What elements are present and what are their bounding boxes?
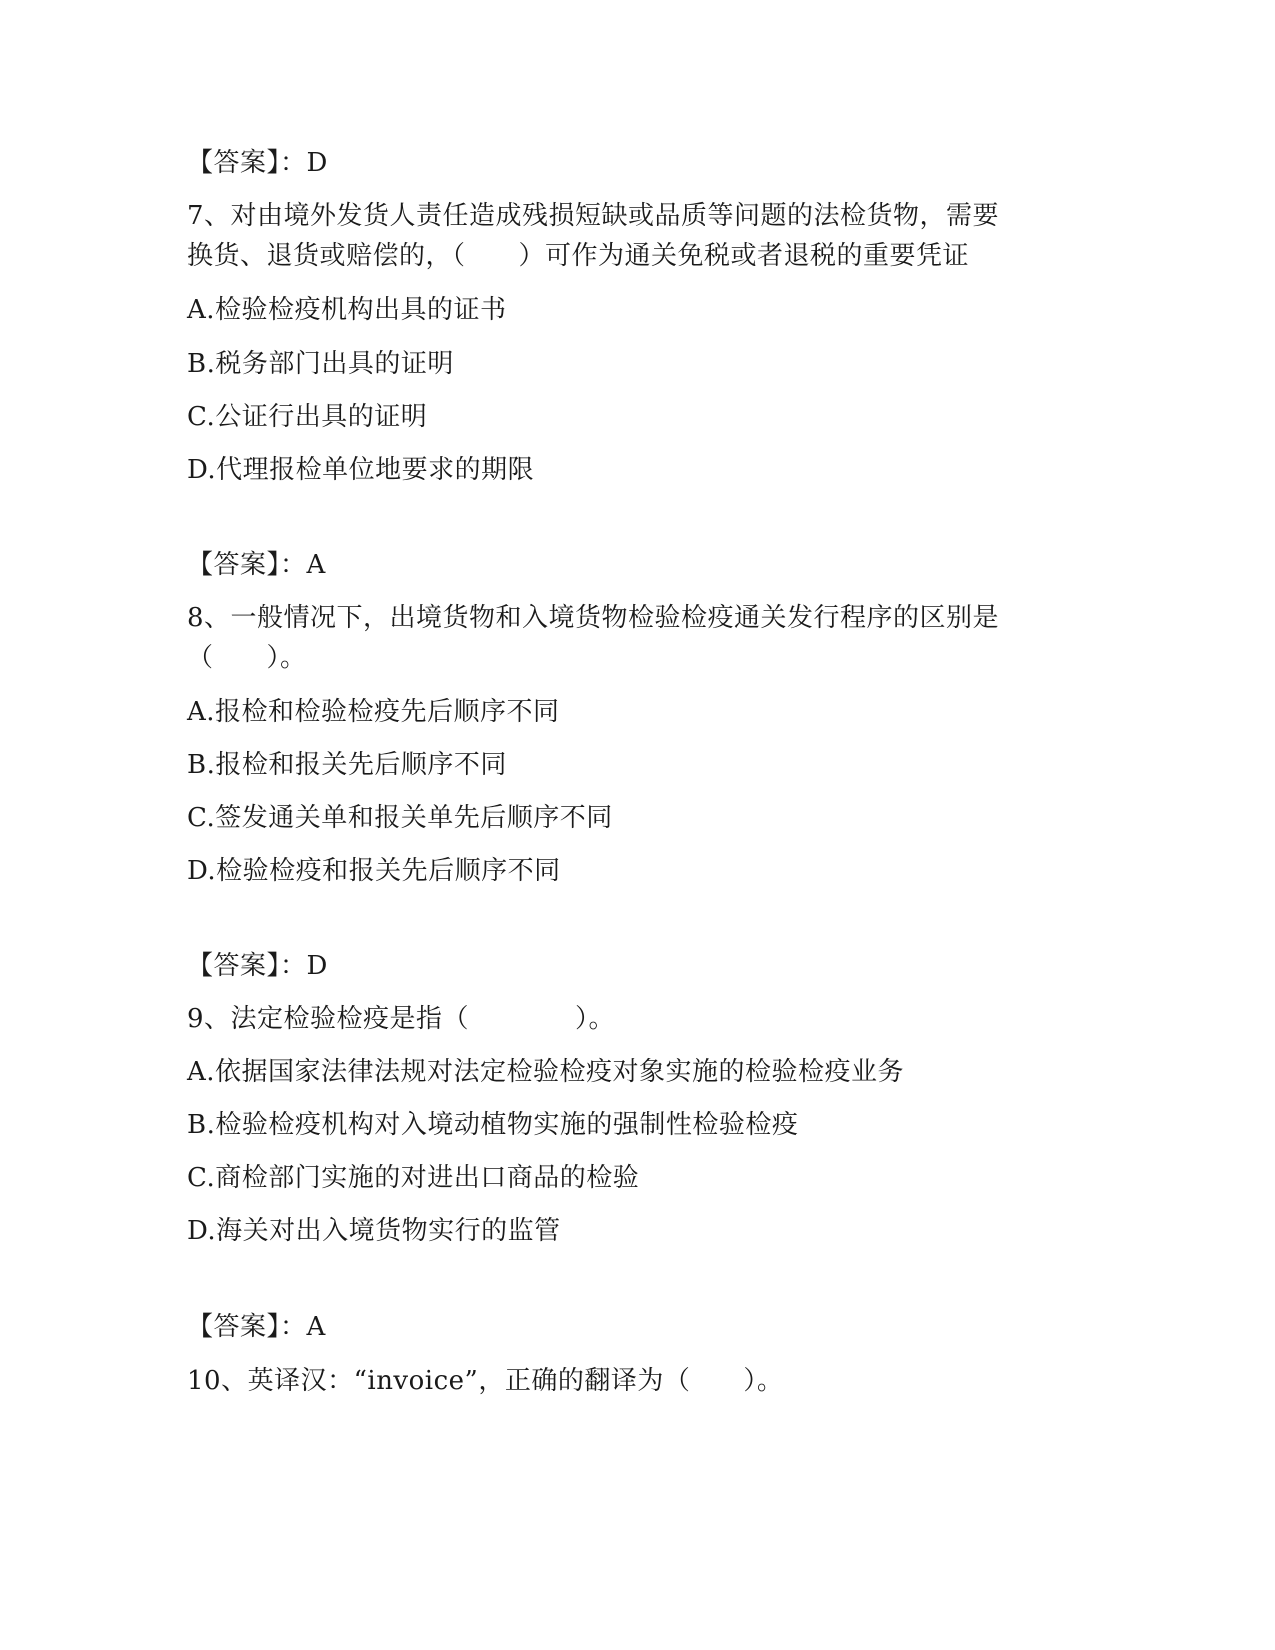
question-9-option-c: C.商检部门实施的对进出口商品的检验 [187, 1163, 640, 1193]
question-8-line-1: 8、一般情况下，出境货物和入境货物检验检疫通关发行程序的区别是 [187, 603, 1000, 633]
question-7-line-2: 换货、退货或赔偿的，（ ）可作为通关免税或者退税的重要凭证 [187, 241, 970, 271]
question-7-option-a: A.检验检疫机构出具的证书 [187, 295, 507, 325]
answer-q7: 【答案】：A [187, 550, 326, 580]
question-9-option-b: B.检验检疫机构对入境动植物实施的强制性检验检疫 [187, 1110, 799, 1140]
question-8-option-d: D.检验检疫和报关先后顺序不同 [187, 856, 561, 886]
question-8-option-a: A.报检和检验检疫先后顺序不同 [187, 697, 560, 727]
answer-q9: 【答案】：A [187, 1312, 326, 1342]
question-9-option-a: A.依据国家法律法规对法定检验检疫对象实施的检验检疫业务 [187, 1057, 905, 1087]
question-8-line-2: （ ）。 [187, 643, 307, 673]
question-9-line-1: 9、法定检验检疫是指（ ）。 [187, 1004, 616, 1034]
question-7-option-b: B.税务部门出具的证明 [187, 349, 454, 379]
question-7-option-c: C.公证行出具的证明 [187, 402, 428, 432]
question-10-line-1: 10、英译汉：“invoice”，正确的翻译为（ ）。 [187, 1366, 784, 1396]
question-8-option-b: B.报检和报关先后顺序不同 [187, 750, 507, 780]
question-9-option-d: D.海关对出入境货物实行的监管 [187, 1216, 561, 1246]
question-7-option-d: D.代理报检单位地要求的期限 [187, 455, 535, 485]
answer-q6: 【答案】：D [187, 148, 328, 178]
question-7-line-1: 7、对由境外发货人责任造成残损短缺或品质等问题的法检货物，需要 [187, 201, 1000, 231]
answer-q8: 【答案】：D [187, 951, 328, 981]
question-8-option-c: C.签发通关单和报关单先后顺序不同 [187, 803, 613, 833]
